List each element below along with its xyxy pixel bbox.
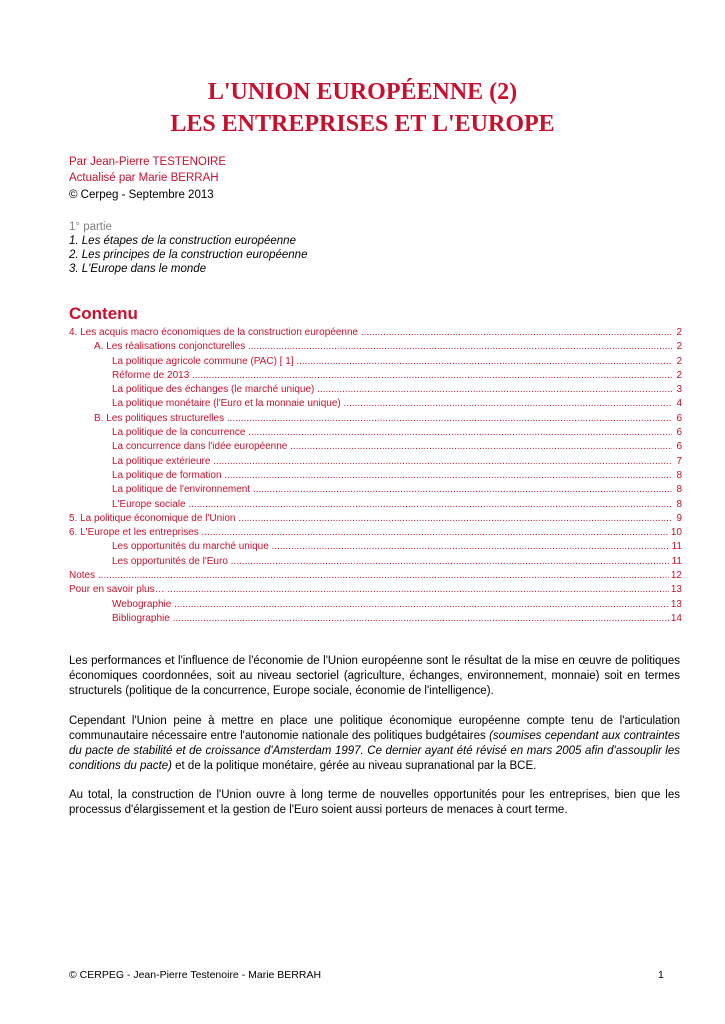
toc-page: 8	[676, 469, 682, 481]
part-item: 3. L'Europe dans le monde	[69, 263, 207, 275]
toc-page: 14	[670, 612, 682, 624]
toc-entry[interactable]	[69, 540, 682, 554]
toc-entry[interactable]	[69, 498, 682, 512]
toc-page: 11	[671, 555, 682, 567]
copyright-line: © Cerpeg - Septembre 2013	[69, 189, 214, 201]
toc-entry[interactable]	[69, 412, 682, 426]
toc-page: 12	[670, 570, 682, 582]
toc-page: 2	[676, 355, 682, 367]
toc-page: 2	[676, 341, 682, 353]
toc-page: 4	[676, 398, 682, 410]
toc-label: La politique de formation .....	[112, 469, 672, 483]
part-heading: 1° partie	[69, 221, 112, 233]
toc-label: La politique extérieure .....	[112, 455, 672, 469]
toc-label: 5. La politique économique de l'Union .....	[69, 512, 672, 526]
paragraph-italic-text: (soumises cependant aux contraintes du pacte de stabilité et de croissance d'Amsterdam 1997. Ce dernier ayant été révisé en mars 2005 afin d'assouplir les conditions du pacte)	[69, 730, 680, 772]
toc-label: 6. L'Europe et les entreprises .....	[69, 526, 672, 540]
toc-entry[interactable]	[69, 426, 682, 440]
toc-label: La concurrence dans l'idée européenne .....	[112, 440, 672, 454]
toc-entry[interactable]	[69, 583, 682, 597]
title-line-1: L'UNION EUROPÉENNE (2)	[207, 79, 518, 105]
toc-label: B. Les politiques structurelles .....	[94, 412, 672, 426]
toc-entry[interactable]	[69, 455, 682, 469]
toc-entry[interactable]	[69, 355, 682, 369]
toc-label: La politique de l'environnement .....	[112, 483, 672, 497]
toc-label: Les opportunités du marché unique .....	[112, 540, 672, 554]
toc-label: La politique monétaire (l'Euro et la monnaie unique) .....	[112, 397, 672, 411]
toc-entry[interactable]	[69, 369, 682, 383]
updated-by-line: Actualisé par Marie BERRAH	[69, 172, 219, 184]
toc-page: 10	[670, 527, 682, 539]
paragraph-text: Cependant l'Union peine à mettre en place une politique économique européenne compte tenu de l'articulation communautaire nécessaire entre l'autonomie nationale des politiques budgétaires	[69, 715, 680, 742]
toc-label: A. Les réalisations conjoncturelles .....	[94, 340, 672, 354]
toc-page: 6	[676, 441, 682, 453]
paragraph-text: et de la politique monétaire, gérée au niveau supranational par la BCE.	[171, 760, 537, 772]
author-line: Par Jean-Pierre TESTENOIRE	[69, 156, 227, 168]
part-item: 1. Les étapes de la construction européenne	[69, 235, 296, 247]
table-of-contents	[69, 326, 682, 626]
toc-entry[interactable]	[69, 569, 682, 583]
toc-entry[interactable]	[69, 526, 682, 540]
toc-page: 2	[676, 369, 682, 381]
toc-page: 9	[676, 512, 682, 524]
toc-entry[interactable]	[69, 469, 682, 483]
toc-entry[interactable]	[69, 383, 682, 397]
toc-page: 11	[671, 541, 682, 553]
toc-label: Pour en savoir plus… .....	[69, 583, 672, 597]
toc-page: 7	[676, 455, 682, 467]
body-paragraph	[69, 714, 680, 774]
toc-label: Notes .....	[69, 569, 672, 583]
contents-heading: Contenu	[69, 304, 138, 323]
toc-page: 6	[676, 427, 682, 439]
page-number: 1	[658, 969, 664, 981]
toc-entry[interactable]	[69, 598, 682, 612]
toc-label: Réforme de 2013 .....	[112, 369, 672, 383]
toc-entry[interactable]	[69, 512, 682, 526]
title-line-2: LES ENTREPRISES ET L'EUROPE	[170, 111, 555, 137]
toc-page: 8	[676, 484, 682, 496]
toc-label: L'Europe sociale .....	[112, 498, 672, 512]
toc-entry[interactable]	[69, 397, 682, 411]
toc-page: 13	[670, 598, 682, 610]
toc-page: 13	[670, 584, 682, 596]
toc-label: La politique agricole commune (PAC) [ 1] .....	[112, 355, 672, 369]
part-item: 2. Les principes de la construction européenne	[69, 249, 308, 261]
toc-entry[interactable]	[69, 340, 682, 354]
toc-label: La politique des échanges (le marché unique) .....	[112, 383, 672, 397]
conclusion-paragraph: Au total, la construction de l'Union ouvre à long terme de nouvelles opportunités pour les entreprises, bien que les processus d'élargissement et la gestion de l'Euro soient aussi porteurs de menaces à court terme.	[69, 789, 680, 816]
toc-label: 4. Les acquis macro économiques de la construction européenne .....	[69, 326, 672, 340]
toc-page: 8	[676, 498, 682, 510]
toc-entry[interactable]	[69, 326, 682, 340]
toc-label: Les opportunités de l'Euro .....	[112, 555, 672, 569]
toc-page: 6	[676, 412, 682, 424]
toc-label: La politique de la concurrence .....	[112, 426, 672, 440]
footer-copyright: © CERPEG - Jean-Pierre Testenoire - Marie BERRAH	[69, 969, 322, 981]
toc-entry[interactable]	[69, 555, 682, 569]
toc-entry[interactable]	[69, 612, 682, 626]
toc-entry[interactable]	[69, 440, 682, 454]
toc-page: 2	[676, 327, 682, 338]
toc-label: Bibliographie .....	[112, 612, 672, 626]
toc-label: Webographie .....	[112, 598, 672, 612]
toc-entry[interactable]	[69, 483, 682, 497]
toc-page: 3	[676, 384, 682, 396]
intro-paragraph: Les performances et l'influence de l'économie de l'Union européenne sont le résultat de la mise en œuvre de politiques économiques coordonnées, soit au niveau sectoriel (agriculture, échanges, environnement, monnaie) soit en termes structurels (politique de la concurrence, Europe sociale, économie de l'intelligence).	[69, 655, 680, 697]
